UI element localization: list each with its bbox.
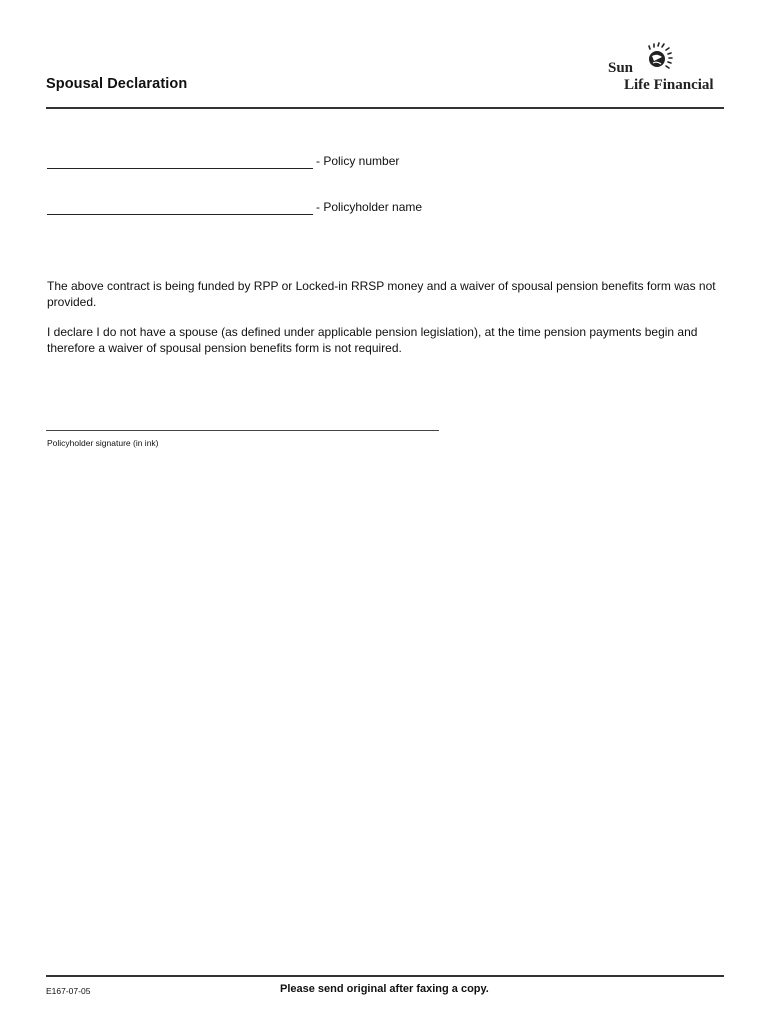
logo-text-sun: Sun [608,60,634,76]
policyholder-name-label: - Policyholder name [316,200,423,214]
funding-statement: The above contract is being funded by RPP or Locked-in RRSP money and a waiver of spousal pension benefits form was not provided. [47,279,716,309]
policy-number-input[interactable] [47,168,313,169]
logo-text-life-financial: Life Financial [624,77,714,93]
footer-instruction: Please send original after faxing a copy. [280,983,489,995]
header-divider [46,107,724,109]
policyholder-name-input[interactable] [47,214,313,215]
sun-globe-icon [640,40,674,80]
declaration-statement: I declare I do not have a spouse (as defined under applicable pension legislation), at the time pension payments begin and therefore a waiver of spousal pension benefits form is not required. [47,325,698,355]
signature-line[interactable] [46,430,439,431]
policy-number-label: - Policy number [316,154,400,168]
signature-label: Policyholder signature (in ink) [47,438,159,448]
policy-number-field [46,154,546,174]
form-code: E167-07-05 [46,986,91,996]
policyholder-name-field [46,200,546,220]
sun-life-logo [604,40,728,96]
page-title: Spousal Declaration [46,76,188,92]
footer-divider [46,975,724,977]
